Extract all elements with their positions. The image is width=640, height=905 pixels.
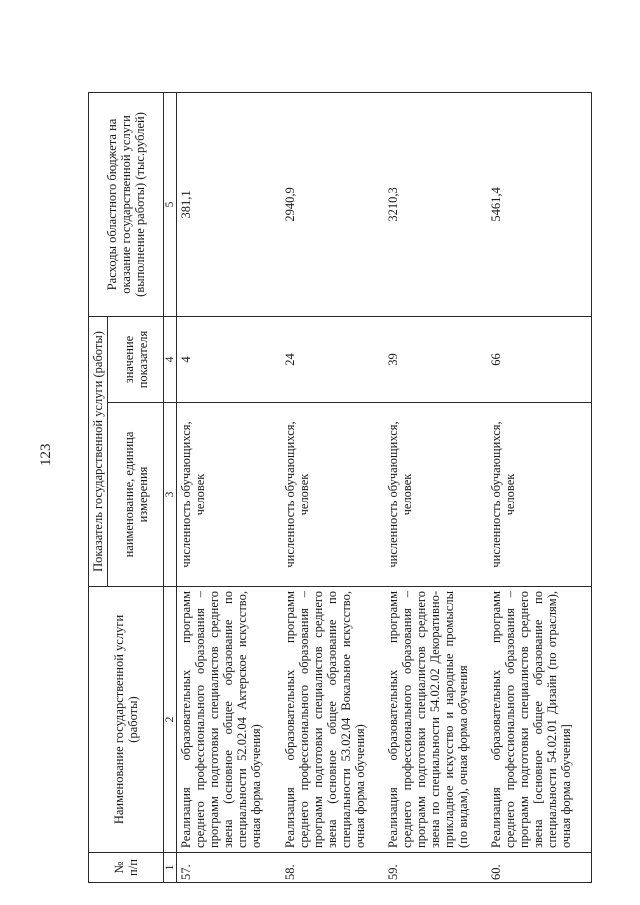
column-number: 3 bbox=[164, 403, 177, 587]
services-table bbox=[88, 92, 592, 883]
column-number: 5 bbox=[164, 92, 177, 316]
indicator-name: численность обучающихся, человек bbox=[487, 403, 591, 587]
page-number: 123 bbox=[38, 443, 54, 466]
indicator-name: численность обучающихся, человек bbox=[177, 403, 281, 587]
row-number: 59. bbox=[384, 853, 487, 883]
expenses-value: 5461,4 bbox=[487, 92, 591, 316]
row-number: 57. bbox=[177, 853, 281, 883]
column-number: 2 bbox=[164, 587, 177, 853]
column-number: 1 bbox=[164, 853, 177, 883]
service-name: Реализация образовательных программ среднего профессионального образования – программ подготовки специалистов среднего звена [основное общее образование по специальности 54.02.01 Дизайн (по отраслям), очная форма обучения] bbox=[487, 587, 591, 853]
indicator-value: 66 bbox=[487, 316, 591, 402]
indicator-value: 39 bbox=[384, 316, 487, 402]
expenses-value: 381,1 bbox=[177, 92, 281, 316]
indicator-name: численность обучающихся, человек bbox=[384, 403, 487, 587]
service-name: Реализация образовательных программ среднего профессионального образования – программ подготовки специалистов среднего звена по специальности 54.02.02 Декоративно-прикладное искусство и народные промыслы (по видам), очная форма обучения bbox=[384, 587, 487, 853]
indicator-name: численность обучающихся, человек bbox=[281, 403, 384, 587]
indicator-value: 24 bbox=[281, 316, 384, 402]
table-row bbox=[177, 92, 281, 882]
service-name: Реализация образовательных программ среднего профессионального образования – программ подготовки специалистов среднего звена (основное общее образование по специальности 53.02.04 Вокальное искусство, очная форма обучения) bbox=[281, 587, 384, 853]
expenses-value: 3210,3 bbox=[384, 92, 487, 316]
column-numbers-row bbox=[164, 92, 177, 882]
table-row bbox=[281, 92, 384, 882]
header-indicator-value: значение показателя bbox=[108, 316, 164, 402]
service-name: Реализация образовательных программ среднего профессионального образования – программ подготовки специалистов среднего звена (основное общее образование по специальности 52.02.04 Актерское искусство, очная форма обучения) bbox=[177, 587, 281, 853]
header-number: № п/п bbox=[89, 853, 164, 883]
row-number: 58. bbox=[281, 853, 384, 883]
row-number: 60. bbox=[487, 853, 591, 883]
header-indicator-name: наименование, единица измерения bbox=[108, 403, 164, 587]
expenses-value: 2940,9 bbox=[281, 92, 384, 316]
table-row bbox=[384, 92, 487, 882]
indicator-value: 4 bbox=[177, 316, 281, 402]
header-indicator-group: Показатель государственной услуги (работы) bbox=[89, 316, 108, 586]
table-row bbox=[487, 92, 591, 882]
header-service-name: Наименование государственной услуги (работы) bbox=[89, 587, 164, 853]
rotated-table-container bbox=[88, 93, 592, 883]
column-number: 4 bbox=[164, 316, 177, 402]
header-expenses: Расходы областного бюджета на оказание государственной услуги (выполнение работы) (тыс.рублей) bbox=[89, 92, 164, 316]
